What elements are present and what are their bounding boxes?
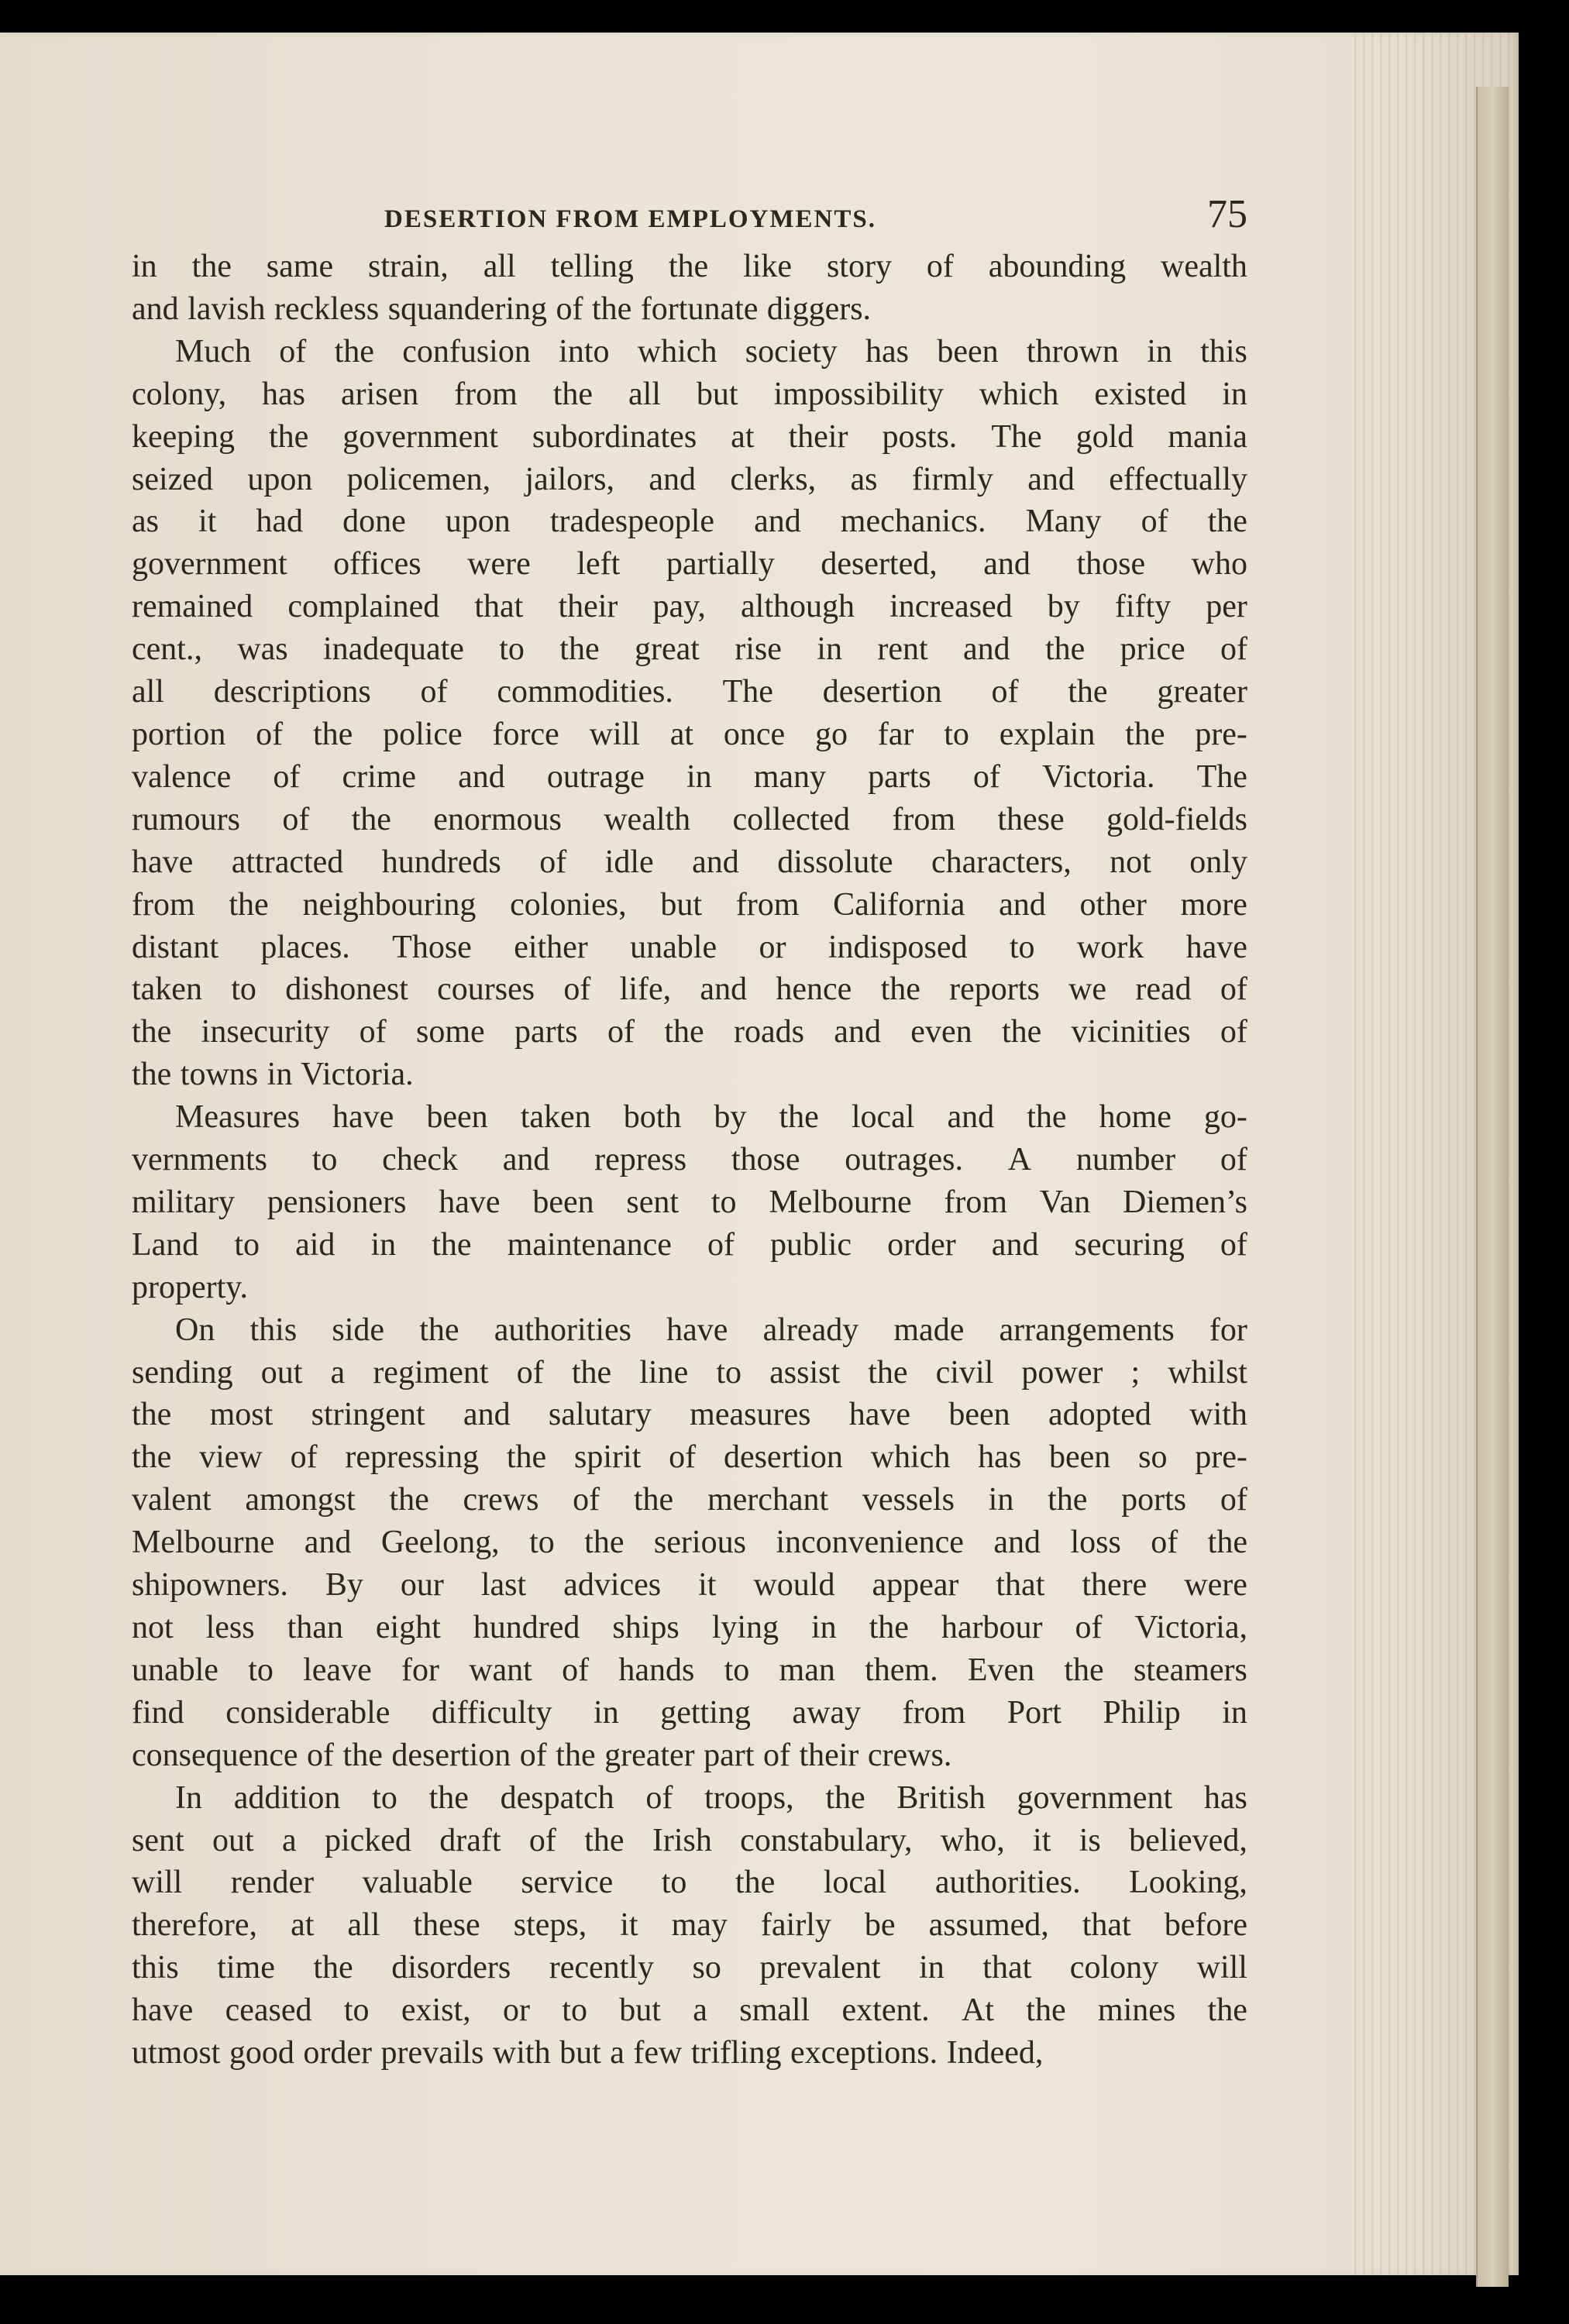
text-line: this time the disorders recently so prevalent in that colony will <box>132 1950 1247 1986</box>
text-line: unable to leave for want of hands to man them. Even the steamers <box>132 1652 1247 1688</box>
text-line: property. <box>132 1269 249 1305</box>
text-line: portion of the police force will at once go far to explain the pre- <box>132 716 1247 752</box>
text-line: find considerable difficulty in getting away from Port Philip in <box>132 1694 1247 1731</box>
text-block <box>132 191 1247 2075</box>
text-line: keeping the government subordinates at their posts. The gold mania <box>132 418 1247 455</box>
text-line: not less than eight hundred ships lying in the harbour of Victoria, <box>132 1610 1247 1645</box>
paragraph <box>132 246 1247 331</box>
running-head-title: DESERTION FROM EMPLOYMENTS. <box>384 205 876 233</box>
text-line: rumours of the enormous wealth collected from these gold-fields <box>132 801 1247 837</box>
page-number: 75 <box>1207 192 1247 236</box>
text-line: cent., was inadequate to the great rise in rent and the price of <box>132 631 1247 668</box>
text-line: as it had done upon tradespeople and mechanics. Many of the <box>132 504 1247 540</box>
text-line: In addition to the despatch of troops, the British government has <box>175 1779 1247 1816</box>
paper-page <box>0 33 1519 2275</box>
text-line: remained complained that their pay, although increased by fifty per <box>132 589 1247 625</box>
text-line: have attracted hundreds of idle and dissolute characters, not only <box>132 844 1247 880</box>
text-line: have ceased to exist, or to but a small extent. At the mines the <box>132 1992 1247 2029</box>
text-line: the view of repressing the spirit of desertion which has been so pre- <box>132 1439 1247 1476</box>
text-line: consequence of the desertion of the greater part of their crews. <box>132 1737 952 1773</box>
text-line: all descriptions of commodities. The desertion of the greater <box>132 674 1247 710</box>
text-line: shipowners. By our last advices it would appear that there were <box>132 1567 1247 1604</box>
text-line: Land to aid in the maintenance of public order and securing of <box>132 1226 1247 1263</box>
running-head <box>132 191 1247 246</box>
text-line: the insecurity of some parts of the roads and even the vicinities of <box>132 1014 1247 1050</box>
paragraph <box>132 1309 1247 1777</box>
body-text <box>132 246 1247 2075</box>
text-line: utmost good order prevails with but a few trifling exceptions. Indeed, <box>132 2035 1044 2071</box>
text-line: Measures have been taken both by the local and the home go- <box>175 1099 1247 1136</box>
text-line: seized upon policemen, jailors, and clerks, as firmly and effectually <box>132 461 1247 497</box>
text-line: the towns in Victoria. <box>132 1057 414 1093</box>
text-line: distant places. Those either unable or indisposed to work have <box>132 929 1247 965</box>
book-fore-edge <box>1476 87 1509 2287</box>
paragraph <box>132 331 1247 1096</box>
paragraph <box>132 1096 1247 1309</box>
text-line: Melbourne and Geelong, to the serious inconvenience and loss of the <box>132 1525 1247 1561</box>
text-line: military pensioners have been sent to Melbourne from Van Diemen’s <box>132 1184 1247 1220</box>
text-line: On this side the authorities have already made arrangements for <box>175 1312 1247 1348</box>
text-line: taken to dishonest courses of life, and hence the reports we read of <box>132 971 1247 1008</box>
text-line: in the same strain, all telling the like story of abounding wealth <box>132 249 1247 284</box>
text-line: the most stringent and salutary measures have been adopted with <box>132 1397 1247 1433</box>
text-line: sent out a picked draft of the Irish constabulary, who, it is believed, <box>132 1822 1247 1858</box>
text-line: valent amongst the crews of the merchant vessels in the ports of <box>132 1482 1247 1518</box>
text-line: colony, has arisen from the all but impossibility which existed in <box>132 376 1247 412</box>
text-line: government offices were left partially deserted, and those who <box>132 546 1247 583</box>
text-line: sending out a regiment of the line to assist the civil power ; whilst <box>132 1354 1247 1391</box>
text-line: from the neighbouring colonies, but from California and other more <box>132 886 1247 923</box>
text-line: therefore, at all these steps, it may fairly be assumed, that before <box>132 1907 1247 1944</box>
paragraph <box>132 1777 1247 2075</box>
text-line: Much of the confusion into which society has been thrown in this <box>175 333 1247 370</box>
text-line: and lavish reckless squandering of the fortunate diggers. <box>132 290 872 327</box>
text-line: vernments to check and repress those outrages. A number of <box>132 1142 1247 1178</box>
text-line: will render valuable service to the local authorities. Looking, <box>132 1865 1247 1901</box>
text-line: valence of crime and outrage in many parts of Victoria. The <box>132 758 1247 795</box>
